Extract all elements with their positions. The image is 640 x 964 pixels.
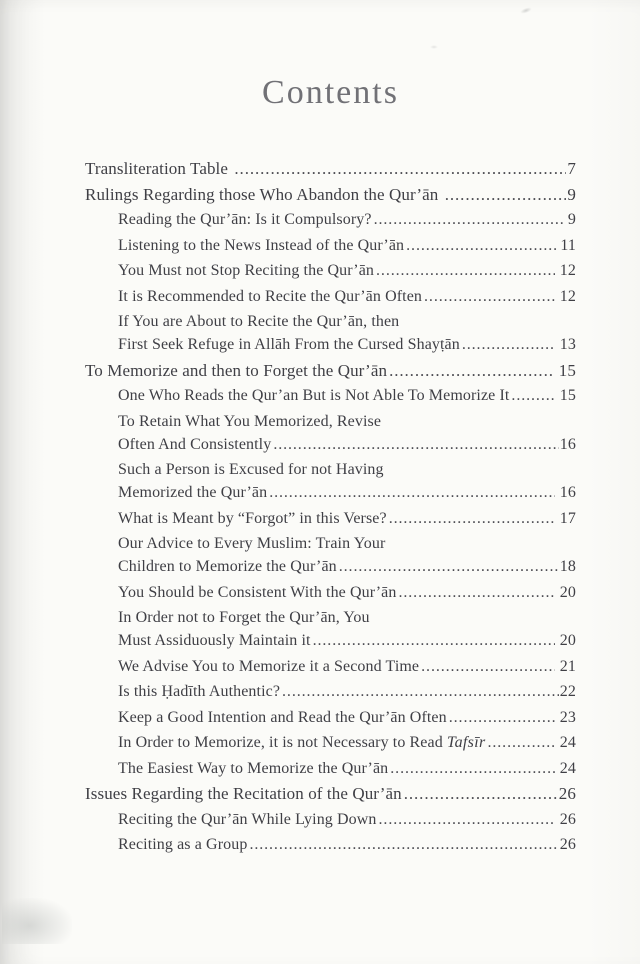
toc-page-number: 26	[559, 836, 576, 853]
toc-entry	[85, 285, 576, 308]
toc-row	[118, 555, 576, 578]
dot-leader	[406, 234, 559, 257]
dot-leader	[389, 359, 553, 382]
toc-page-number: 15	[554, 360, 576, 380]
toc-entry	[85, 680, 576, 703]
dot-leader	[282, 680, 559, 703]
toc-label: To Retain What You Memorized, Revise	[118, 412, 382, 430]
toc-page-number: 20	[555, 583, 576, 601]
toc-row	[118, 259, 576, 282]
toc-entry	[85, 655, 576, 678]
toc-row	[85, 183, 576, 206]
toc-page-number: 16	[555, 484, 576, 501]
toc-page-number: 24	[555, 759, 576, 777]
toc-row	[85, 782, 576, 805]
toc-row	[118, 384, 576, 407]
toc-row	[118, 757, 576, 780]
dot-leader	[421, 655, 555, 678]
scan-artifact	[430, 45, 438, 49]
toc-label: Such a Person is Excused for not Having	[118, 461, 384, 478]
dot-leader	[449, 706, 555, 729]
dot-leader	[511, 384, 554, 407]
toc-row	[118, 655, 576, 678]
toc-row	[118, 410, 576, 433]
toc-label: One Who Reads the Qur’an But is Not Able To Memorize It	[118, 387, 510, 404]
toc-label: In Order not to Forget the Qur’ān, You	[118, 609, 370, 626]
toc-entry	[85, 808, 576, 831]
toc-label: In Order to Memorize, it is not Necessary to Read Tafsīr	[118, 734, 486, 751]
toc-page-number: 22	[559, 683, 576, 700]
toc-label: Transliteration Table	[85, 159, 233, 178]
toc-entry	[85, 532, 576, 578]
toc-entry	[85, 259, 576, 282]
toc-page-number: 9	[563, 211, 576, 228]
dot-leader	[273, 433, 558, 456]
toc-label: Rulings Regarding those Who Abandon the Qur’ān	[85, 184, 443, 204]
toc-row	[118, 833, 576, 856]
dot-leader	[398, 581, 554, 604]
dot-leader	[339, 555, 559, 578]
toc-entry	[85, 782, 576, 805]
toc-entry	[85, 234, 576, 257]
toc-label: We Advise You to Memorize it a Second Time	[118, 657, 420, 675]
toc-label: You Should be Consistent With the Qur’ān	[118, 583, 397, 601]
toc-page-number: 9	[567, 184, 576, 204]
toc-page-number: 7	[567, 159, 576, 178]
toc-page-number: 20	[555, 632, 576, 649]
toc-entry	[85, 706, 576, 729]
toc-row	[118, 532, 576, 555]
toc-label: Often And Consistently	[118, 435, 272, 453]
toc-label: The Easiest Way to Memorize the Qur’ān	[118, 759, 389, 777]
toc-row	[118, 706, 576, 729]
toc-label: Children to Memorize the Qur’ān	[118, 558, 337, 575]
toc-page-number: 26	[558, 784, 576, 803]
dot-leader	[379, 808, 555, 831]
dot-leader	[313, 629, 555, 652]
toc-row	[118, 606, 576, 629]
toc-label: Keep a Good Intention and Read the Qur’ān Often	[118, 708, 447, 726]
toc-page-number: 23	[555, 708, 576, 726]
toc-page-number: 24	[555, 734, 576, 751]
toc-entry	[85, 757, 576, 780]
toc-row	[118, 808, 576, 831]
toc-entry	[85, 606, 576, 652]
toc-entry	[85, 208, 576, 231]
toc-entry	[85, 833, 576, 856]
dot-leader	[424, 285, 555, 308]
toc-page-number: 12	[555, 287, 576, 305]
toc-row	[118, 208, 576, 231]
toc-row	[118, 234, 576, 257]
toc-row	[118, 481, 576, 504]
toc-page-number: 13	[555, 336, 576, 353]
dot-leader	[390, 757, 554, 780]
dot-leader	[462, 333, 555, 356]
toc-row	[118, 731, 576, 754]
toc-entry	[85, 581, 576, 604]
toc-row	[118, 285, 576, 308]
dot-leader	[374, 208, 563, 231]
toc-entry	[85, 507, 576, 530]
dot-leader	[445, 183, 567, 206]
toc-label: First Seek Refuge in Allāh From the Cursed Shayṭān	[118, 336, 460, 353]
toc-label: Reciting as a Group	[118, 836, 248, 853]
toc-label: Must Assiduously Maintain it	[118, 632, 311, 649]
toc-row	[118, 433, 576, 456]
toc-entry	[85, 731, 576, 754]
toc-page-number: 16	[559, 435, 576, 453]
toc-row	[118, 581, 576, 604]
toc-row	[85, 359, 576, 382]
toc-page-number: 15	[555, 387, 576, 404]
toc-entry	[85, 384, 576, 407]
dot-leader	[487, 731, 554, 754]
page-title: Contents	[262, 74, 399, 111]
scan-artifact	[520, 6, 533, 15]
toc-label: Reading the Qur’ān: Is it Compulsory?	[118, 211, 372, 228]
toc-row	[118, 333, 576, 356]
toc-row	[118, 310, 576, 333]
toc-row	[85, 157, 576, 180]
dot-leader	[389, 507, 555, 530]
toc-label: Listening to the News Instead of the Qur’ān	[118, 236, 405, 254]
toc-label: Our Advice to Every Muslim: Train Your	[118, 535, 386, 552]
toc-row	[118, 458, 576, 481]
toc-label: Memorized the Qur’ān	[118, 484, 268, 501]
toc-page-number: 18	[559, 558, 576, 575]
toc-page-number: 21	[555, 657, 576, 675]
dot-leader	[376, 259, 555, 282]
toc-page-number: 11	[560, 236, 576, 254]
toc-label: You Must not Stop Reciting the Qur’ān	[118, 262, 375, 279]
toc-page-number: 17	[555, 509, 576, 527]
dot-leader	[404, 782, 558, 805]
toc-entry	[85, 157, 576, 180]
toc-label: Reciting the Qur’ān While Lying Down	[118, 810, 377, 828]
dot-leader	[234, 157, 566, 180]
toc-page-number: 12	[555, 262, 576, 279]
dot-leader	[269, 481, 554, 504]
toc-entry	[85, 310, 576, 356]
toc-row	[118, 629, 576, 652]
toc-label: Issues Regarding the Recitation of the Qur’ān	[85, 784, 402, 803]
toc-entry	[85, 410, 576, 456]
toc-label: Is this Ḥadīth Authentic?	[118, 683, 281, 700]
toc-entry	[85, 183, 576, 206]
table-of-contents	[85, 157, 576, 859]
dot-leader	[249, 833, 558, 856]
toc-label: What is Meant by “Forgot” in this Verse?	[118, 509, 387, 527]
toc-entry	[85, 458, 576, 504]
toc-row	[118, 680, 576, 703]
toc-label: It is Recommended to Recite the Qur’ān Often	[118, 287, 423, 305]
scan-artifact	[2, 898, 72, 944]
toc-label: If You are About to Recite the Qur’ān, then	[118, 313, 400, 330]
toc-row	[118, 507, 576, 530]
toc-label: To Memorize and then to Forget the Qur’ān	[85, 360, 388, 380]
toc-entry	[85, 359, 576, 382]
toc-page-number: 26	[555, 810, 576, 828]
